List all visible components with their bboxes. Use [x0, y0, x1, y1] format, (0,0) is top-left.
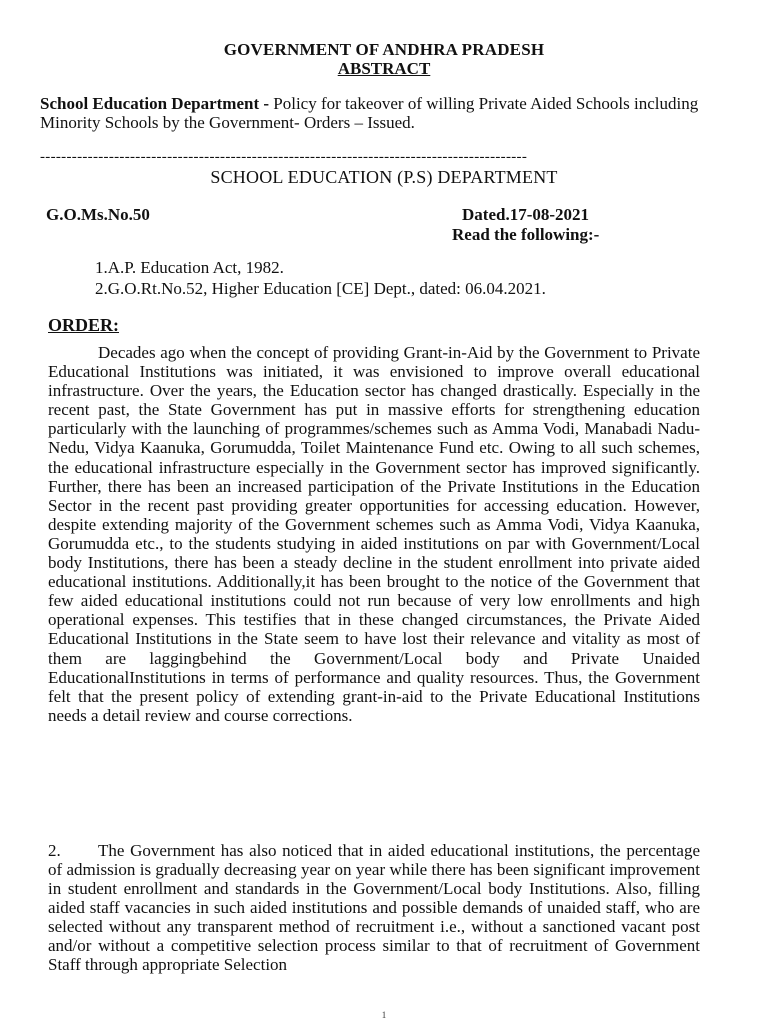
government-header: GOVERNMENT OF ANDHRA PRADESH [223, 40, 545, 59]
subject-text: Policy for takeover of willing Private Aided Schools including Minority Schools by the Government- Orders – Issued. [40, 94, 699, 132]
reference-item: 1.A.P. Education Act, 1982. [95, 258, 284, 277]
paragraph-text: The Government has also noticed that in aided educational institutions, the percentage of admission is gradually decreasing year on year while there has been significant improvement in student enrollment and standards in the Government/Local body Institutions. Also, filling aided staff vacancies in such aided institutions and possible demands of unaided staff, who are selected without any transparent method of recruitment i.e., without a sanctioned vacant post and/or without a competitive selection process similar to that of recruitment of Government Staff through appropriate Selection [48, 841, 700, 974]
reference-item: 2.G.O.Rt.No.52, Higher Education [CE] Dept., dated: 06.04.2021. [95, 279, 546, 298]
order-paragraph-1: Decades ago when the concept of providing Grant-in-Aid by the Government to Private Educational Institutions was initiated, it was envisioned to improve overall educational infrastructure. Over the years, the Education sector has changed drastically. Especially in the recent past, the State Government has put in massive efforts for strengthening education particularly with the launching of programmes/schemes such as Amma Vodi, Manabadi Nadu-Nedu, Vidya Kaanuka, Gorumudda, Toilet Maintenance Fund etc. Owing to all such schemes, the educational infrastructure especially in the Government sector has improved significantly. Further, there has been an increased participation of the Private Institutions in the Education Sector in the recent past providing greater opportunities for accessing education. However, despite extending majority of the Government schemes such as Amma Vodi, Vidya Kaanuka, Gorumudda etc., to the students studying in aided institutions on par with Government/Local body Institutions, there has been a steady decline in the student enrollment into private aided educational institutions. Additionally,it has been brought to the notice of the Government that few aided educational institutions could not run because of very low enrollments and high operational expenses. This testifies that in these changed circumstances, the Private Aided Educational Institutions in the State seem to have lost their relevance and vitality as most of them are laggingbehind the Government/Local body and Private Unaided EducationalInstitutions in terms of performance and quality resources. Thus, the Government felt that the present policy of extending grant-in-aid to the Private Educational Institutions needs a detail review and course corrections. [48, 343, 700, 725]
order-heading: ORDER: [48, 315, 119, 335]
order-paragraph-2 [48, 841, 700, 974]
department-heading: SCHOOL EDUCATION (P.S) DEPARTMENT [210, 167, 558, 187]
abstract-heading: ABSTRACT [337, 59, 431, 78]
go-number: G.O.Ms.No.50 [46, 205, 150, 224]
separator-line: -------------------------------------------------------------------------------------------- [40, 150, 528, 164]
paragraph-number: 2. [48, 841, 61, 860]
subject-department: School Education Department - [40, 94, 270, 113]
read-following-label: Read the following:- [452, 225, 600, 244]
subject-line [40, 94, 702, 132]
go-date: Dated.17-08-2021 [462, 205, 590, 224]
page-number: 1 [381, 1010, 387, 1020]
